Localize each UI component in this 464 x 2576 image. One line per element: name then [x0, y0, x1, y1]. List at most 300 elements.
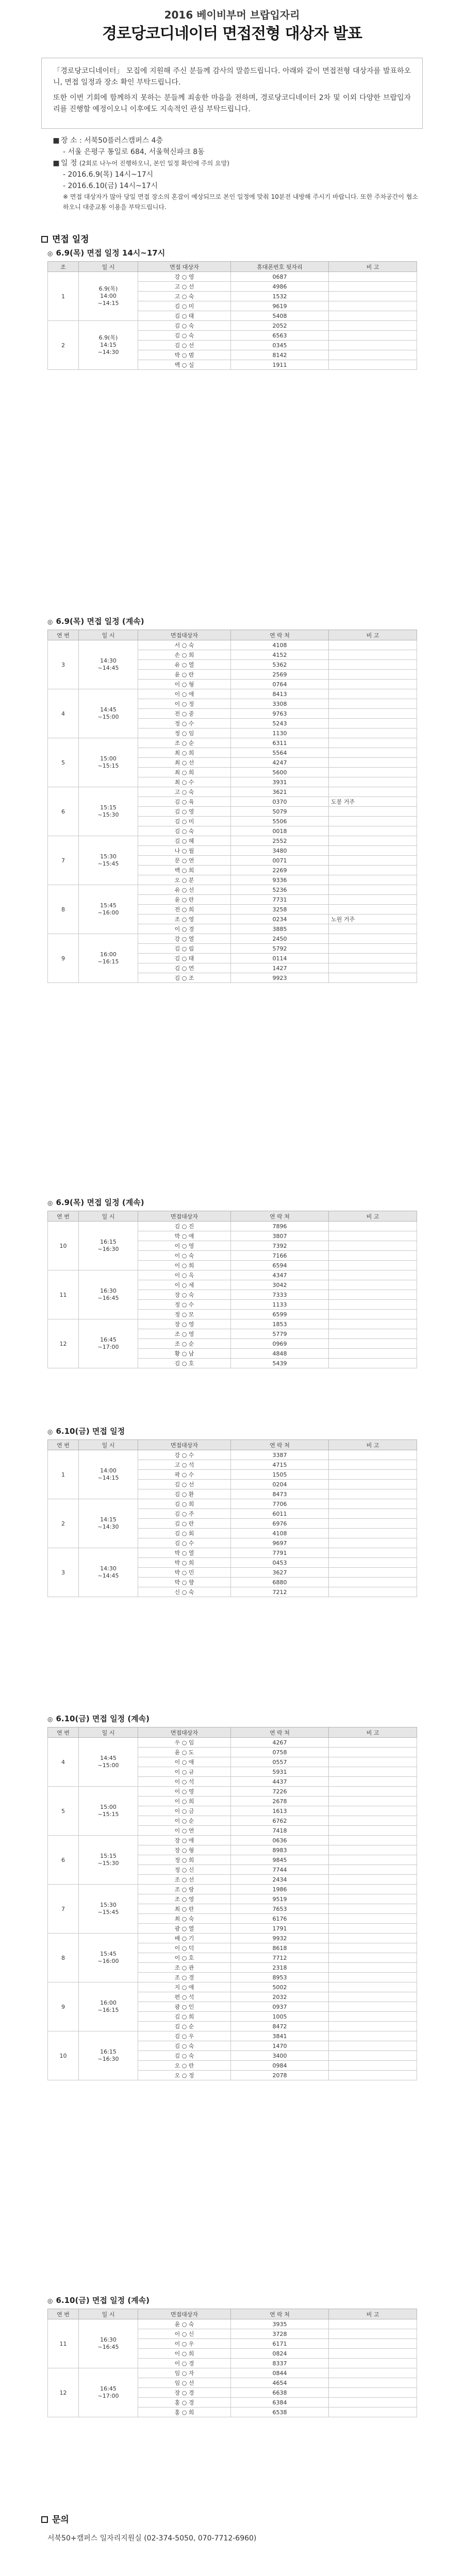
candidate-name: 장 ○ 경	[138, 2388, 231, 2398]
group-time	[79, 738, 138, 787]
column-header: 연 락 처	[231, 1440, 329, 1450]
candidate-name: 이 ○ 경	[138, 924, 231, 934]
remarks	[329, 728, 417, 738]
candidate-name: 이 ○ 석	[138, 1777, 231, 1787]
phone-suffix: 0071	[231, 856, 329, 866]
group-time	[79, 885, 138, 934]
remarks	[329, 1875, 417, 1885]
bullet-icon: ■	[53, 137, 60, 145]
time-line: ~16:45	[97, 2344, 119, 2350]
remarks	[329, 1885, 417, 1894]
column-header: 면접대상자	[138, 630, 231, 640]
group-number: 10	[48, 2031, 79, 2080]
remarks	[329, 826, 417, 836]
candidate-name: 전 ○ 희	[138, 905, 231, 914]
remarks	[329, 846, 417, 856]
phone-suffix: 2318	[231, 1963, 329, 1973]
candidate-name: 장 ○ 영	[138, 1319, 231, 1329]
phone-suffix: 8983	[231, 1845, 329, 1855]
time-line: 14:30	[100, 657, 117, 664]
table-row	[48, 787, 417, 797]
phone-suffix: 4986	[231, 282, 329, 292]
remarks	[329, 2051, 417, 2061]
remarks	[329, 1738, 417, 1748]
candidate-name: 고 ○ 석	[138, 1460, 231, 1470]
remarks	[329, 1767, 417, 1777]
column-header: 연 번	[48, 630, 79, 640]
remarks	[329, 1460, 417, 1470]
candidate-name: 최 ○ 수	[138, 777, 231, 787]
remarks	[329, 1499, 417, 1509]
column-header: 일 시	[79, 1727, 138, 1738]
phone-suffix: 5236	[231, 885, 329, 895]
candidate-name: 우 ○ 임	[138, 1738, 231, 1748]
candidate-name: 이 ○ 옥	[138, 1270, 231, 1280]
phone-suffix: 0984	[231, 2061, 329, 2071]
remarks: 도봉 거주	[329, 797, 417, 807]
remarks	[329, 350, 417, 360]
time-line: 15:30	[100, 1902, 117, 1908]
candidate-name: 이 ○ 우	[138, 2339, 231, 2349]
circle-marker-icon: ◎	[47, 1199, 53, 1207]
time-line: 16:30	[100, 1287, 117, 1294]
group-number: 6	[48, 1836, 79, 1885]
column-header: 비 고	[329, 1727, 417, 1738]
phone-suffix: 9519	[231, 1894, 329, 1904]
phone-suffix: 0636	[231, 1836, 329, 1845]
candidate-name: 정 ○ 수	[138, 719, 231, 728]
phone-suffix: 4437	[231, 1777, 329, 1787]
remarks	[329, 1806, 417, 1816]
phone-suffix: 7333	[231, 1290, 329, 1300]
remarks	[329, 1865, 417, 1875]
group-time	[79, 1270, 138, 1319]
table-row	[48, 836, 417, 846]
group-time	[79, 836, 138, 885]
phone-suffix: 3807	[231, 1231, 329, 1241]
candidate-name: 김 ○ 호	[138, 1359, 231, 1368]
phone-suffix: 6176	[231, 1914, 329, 1924]
remarks	[329, 670, 417, 680]
remarks	[329, 282, 417, 292]
remarks	[329, 866, 417, 875]
remarks	[329, 2022, 417, 2031]
phone-suffix: 4654	[231, 2378, 329, 2388]
phone-suffix: 1005	[231, 2012, 329, 2022]
phone-suffix: 5408	[231, 311, 329, 321]
phone-suffix: 4347	[231, 1270, 329, 1280]
candidate-name: 조 ○ 순	[138, 738, 231, 748]
candidate-name: 지 ○ 애	[138, 1982, 231, 1992]
phone-suffix: 3621	[231, 787, 329, 797]
checkbox-square-icon	[41, 236, 48, 243]
circle-marker-icon: ◎	[47, 2297, 53, 2304]
date-note: (2회로 나누어 진행하오니, 본인 일정 확인에 주의 요망)	[79, 160, 229, 167]
remarks	[329, 640, 417, 650]
phone-suffix: 0844	[231, 2368, 329, 2378]
candidate-name: 윤 ○ 숙	[138, 2319, 231, 2329]
phone-suffix: 9923	[231, 973, 329, 983]
table-row	[48, 1787, 417, 1797]
remarks	[329, 1587, 417, 1597]
time-line: ~14:45	[97, 1572, 119, 1579]
remarks	[329, 2329, 417, 2339]
remarks	[329, 1270, 417, 1280]
time-line: 15:30	[100, 853, 117, 860]
time-line: ~17:00	[97, 1344, 119, 1350]
candidate-name: 유 ○ 열	[138, 660, 231, 670]
table-row	[48, 885, 417, 895]
candidate-name: 고 ○ 숙	[138, 292, 231, 301]
group-time	[79, 640, 138, 689]
remarks	[329, 934, 417, 944]
table-row	[48, 2031, 417, 2041]
remarks	[329, 2388, 417, 2398]
candidate-name: 김 ○ 란	[138, 1519, 231, 1529]
phone-suffix: 4247	[231, 758, 329, 768]
phone-suffix: 3728	[231, 2329, 329, 2339]
remarks	[329, 973, 417, 983]
phone-suffix: 5243	[231, 719, 329, 728]
intro-paragraph-1: 「경로당코디네이터」 모집에 지원해 주신 분들께 감사의 말씀드립니다. 아래와 같이 면접전형 대상자를 발표하오니, 면접 일정과 장소 확인 부탁드립니다.	[53, 67, 411, 87]
candidate-name: 박 ○ 민	[138, 1568, 231, 1578]
time-line: 16:15	[100, 2048, 117, 2055]
time-line: 14:15	[100, 342, 117, 348]
phone-suffix: 6384	[231, 2398, 329, 2408]
time-line: 15:15	[100, 1853, 117, 1859]
phone-suffix: 0687	[231, 272, 329, 282]
phone-suffix: 6538	[231, 2408, 329, 2417]
remarks	[329, 1241, 417, 1251]
column-header: 연 락 처	[231, 2309, 329, 2319]
remarks	[329, 650, 417, 660]
remarks	[329, 301, 417, 311]
candidate-name: 나 ○ 월	[138, 846, 231, 856]
candidate-name: 김 ○ 미	[138, 301, 231, 311]
group-time	[79, 1222, 138, 1270]
remarks	[329, 1757, 417, 1767]
group-number: 10	[48, 1222, 79, 1270]
group-time	[79, 321, 138, 370]
table-title	[47, 616, 144, 626]
candidate-name: 이 ○ 영	[138, 1241, 231, 1251]
time-line: 16:45	[100, 1336, 117, 1343]
remarks	[329, 875, 417, 885]
column-header: 비 고	[329, 1440, 417, 1450]
column-header: 일 시	[79, 1440, 138, 1450]
candidate-name: 이 ○ 애	[138, 1757, 231, 1767]
table-row	[48, 1885, 417, 1894]
group-number: 1	[48, 1450, 79, 1499]
remarks	[329, 1578, 417, 1587]
remarks	[329, 1519, 417, 1529]
section-schedule-heading	[41, 232, 89, 245]
time-line: ~15:00	[97, 1762, 119, 1769]
phone-suffix: 1532	[231, 292, 329, 301]
candidate-name: 백 ○ 희	[138, 866, 231, 875]
remarks	[329, 1953, 417, 1963]
date-1: - 2016.6.9(목) 14시~17시	[63, 171, 154, 179]
section-schedule-label: 면접 일정	[52, 234, 89, 245]
table-row	[48, 1982, 417, 1992]
candidate-name: 조 ○ 선	[138, 1875, 231, 1885]
remarks	[329, 1982, 417, 1992]
remarks	[329, 1963, 417, 1973]
column-header: 일 시	[79, 262, 138, 272]
phone-suffix: 8413	[231, 689, 329, 699]
table-title-text: 6.10(금) 면접 일정 (계속)	[56, 1714, 150, 1723]
time-line: 16:45	[100, 2385, 117, 2392]
remarks	[329, 738, 417, 748]
remarks	[329, 311, 417, 321]
candidate-name: 김 ○ 주	[138, 1509, 231, 1519]
remarks	[329, 331, 417, 341]
phone-suffix: 9932	[231, 1934, 329, 1943]
schedule-table	[47, 1727, 417, 2080]
time-line: ~17:00	[97, 2393, 119, 2399]
remarks	[329, 1529, 417, 1538]
candidate-name: 이 ○ 정	[138, 699, 231, 709]
phone-suffix: 3042	[231, 1280, 329, 1290]
remarks	[329, 1748, 417, 1757]
candidate-name: 조 ○ 영	[138, 1329, 231, 1339]
phone-suffix: 5564	[231, 748, 329, 758]
place-label: 장 소 : 서북50플러스캠퍼스 4층	[61, 137, 163, 145]
candidate-name: 정 ○ 희	[138, 1855, 231, 1865]
column-header: 연 락 처	[231, 630, 329, 640]
group-time	[79, 1738, 138, 1787]
candidate-name: 김 ○ 순	[138, 2022, 231, 2031]
table-row	[48, 2368, 417, 2378]
remarks	[329, 885, 417, 895]
remarks	[329, 1558, 417, 1568]
remarks	[329, 1280, 417, 1290]
candidate-name: 김 ○ 림	[138, 944, 231, 954]
candidate-name: 편 ○ 석	[138, 1992, 231, 2002]
remarks	[329, 699, 417, 709]
column-header: 일 시	[79, 630, 138, 640]
remarks	[329, 1568, 417, 1578]
phone-suffix: 3931	[231, 777, 329, 787]
group-time	[79, 1787, 138, 1836]
table-row	[48, 1836, 417, 1845]
circle-marker-icon: ◎	[47, 250, 53, 257]
time-line: 6.9(목)	[98, 334, 118, 341]
column-header: 연 번	[48, 1440, 79, 1450]
candidate-name: 조 ○ 영	[138, 914, 231, 924]
remarks	[329, 787, 417, 797]
remarks	[329, 2071, 417, 2080]
section-contact-label: 문의	[52, 2515, 69, 2525]
schedule-table	[47, 261, 417, 370]
candidate-name: 이 ○ 희	[138, 1797, 231, 1806]
time-line: 14:15	[100, 1516, 117, 1523]
table-header-row	[48, 1727, 417, 1738]
time-line: ~16:30	[97, 2056, 119, 2062]
candidate-name: 이 ○ 규	[138, 1767, 231, 1777]
group-number: 6	[48, 787, 79, 836]
group-time	[79, 2031, 138, 2080]
time-line: ~14:15	[97, 300, 119, 307]
table-row	[48, 1222, 417, 1231]
column-header: 일 시	[79, 1211, 138, 1222]
phone-suffix: 8337	[231, 2359, 329, 2368]
remarks	[329, 341, 417, 350]
candidate-name: 김 ○ 진	[138, 1222, 231, 1231]
table-row	[48, 1319, 417, 1329]
remarks	[329, 944, 417, 954]
candidate-name: 김 ○ 숙	[138, 2051, 231, 2061]
table-row	[48, 272, 417, 282]
phone-suffix: 1505	[231, 1470, 329, 1480]
candidate-name: 고 ○ 숙	[138, 787, 231, 797]
candidate-name: 이 ○ 호	[138, 1953, 231, 1963]
group-time	[79, 272, 138, 321]
candidate-name: 최 ○ 희	[138, 768, 231, 777]
phone-suffix: 6762	[231, 1816, 329, 1826]
bullet-icon: ■	[53, 159, 60, 167]
column-header: 면접대상자	[138, 1440, 231, 1450]
candidate-name: 곽 ○ 수	[138, 1470, 231, 1480]
time-line: ~15:15	[97, 762, 119, 769]
remarks	[329, 1300, 417, 1310]
candidate-name: 김 ○ 영	[138, 807, 231, 817]
candidate-name: 김 ○ 숙	[138, 321, 231, 331]
phone-suffix: 6976	[231, 1519, 329, 1529]
table-title-text: 6.9(목) 면접 일정 14시~17시	[56, 248, 165, 258]
group-time	[79, 2368, 138, 2417]
column-header: 일 시	[79, 2309, 138, 2319]
candidate-name: 김 ○ 회	[138, 1529, 231, 1538]
phone-suffix: 8473	[231, 1489, 329, 1499]
schedule-table	[47, 1439, 417, 1597]
remarks	[329, 272, 417, 282]
phone-suffix: 6638	[231, 2388, 329, 2398]
table-row	[48, 321, 417, 331]
phone-suffix: 1130	[231, 728, 329, 738]
time-line: ~16:00	[97, 1958, 119, 1964]
table-row	[48, 2319, 417, 2329]
candidate-name: 강 ○ 열	[138, 934, 231, 944]
candidate-name: 오 ○ 정	[138, 2071, 231, 2080]
remarks	[329, 709, 417, 719]
candidate-name: 박 ○ 희	[138, 1558, 231, 1568]
remarks	[329, 1310, 417, 1319]
phone-suffix: 5600	[231, 768, 329, 777]
remarks	[329, 1548, 417, 1558]
phone-suffix: 6594	[231, 1261, 329, 1270]
remarks	[329, 758, 417, 768]
candidate-name: 조 ○ 영	[138, 1894, 231, 1904]
phone-suffix: 1986	[231, 1885, 329, 1894]
remarks	[329, 1836, 417, 1845]
candidate-name: 김 ○ 태	[138, 311, 231, 321]
candidate-name: 문 ○ 연	[138, 856, 231, 866]
phone-suffix: 0824	[231, 2349, 329, 2359]
candidate-name: 강 ○ 수	[138, 1450, 231, 1460]
remarks	[329, 2378, 417, 2388]
phone-suffix: 4715	[231, 1460, 329, 1470]
candidate-name: 박 ○ 향	[138, 1578, 231, 1587]
section-contact-heading	[41, 2512, 69, 2525]
candidate-name: 백 ○ 실	[138, 360, 231, 370]
remarks	[329, 1943, 417, 1953]
phone-suffix: 0345	[231, 341, 329, 350]
candidate-name: 이 ○ 경	[138, 2359, 231, 2368]
phone-suffix: 7653	[231, 1904, 329, 1914]
group-number: 2	[48, 321, 79, 370]
candidate-name: 박 ○ 열	[138, 1548, 231, 1558]
phone-suffix: 0018	[231, 826, 329, 836]
phone-suffix: 3387	[231, 1450, 329, 1460]
candidate-name: 김 ○ 연	[138, 963, 231, 973]
phone-suffix: 6599	[231, 1310, 329, 1319]
phone-suffix: 1613	[231, 1806, 329, 1816]
group-number: 11	[48, 2319, 79, 2368]
group-number: 9	[48, 1982, 79, 2031]
phone-suffix: 7212	[231, 1587, 329, 1597]
remarks	[329, 1787, 417, 1797]
phone-suffix: 6171	[231, 2339, 329, 2349]
contact-text: 서북50+캠퍼스 일자리지원실 (02-374-5050, 070-7712-6960)	[47, 2534, 257, 2543]
phone-suffix: 5362	[231, 660, 329, 670]
remarks: 노원 거주	[329, 914, 417, 924]
candidate-name: 조 ○ 순	[138, 1339, 231, 1349]
remarks	[329, 2319, 417, 2329]
candidate-name: 김 ○ 숙	[138, 826, 231, 836]
column-header: 연 락 처	[231, 1727, 329, 1738]
time-line: ~16:30	[97, 1246, 119, 1252]
date-label: 일 정	[61, 159, 77, 167]
candidate-name: 조 ○ 경	[138, 1973, 231, 1982]
phone-suffix: 9845	[231, 1855, 329, 1865]
phone-suffix: 2678	[231, 1797, 329, 1806]
phone-suffix: 7712	[231, 1953, 329, 1963]
date-row	[52, 158, 423, 169]
time-line: 16:15	[100, 1239, 117, 1245]
group-time	[79, 787, 138, 836]
time-line: 14:45	[100, 1755, 117, 1761]
phone-suffix: 0114	[231, 954, 329, 963]
table-row	[48, 689, 417, 699]
time-line: 15:00	[100, 1804, 117, 1810]
phone-suffix: 1470	[231, 2041, 329, 2051]
group-time	[79, 1982, 138, 2031]
candidate-name: 이 ○ 금	[138, 1806, 231, 1816]
remarks	[329, 1797, 417, 1806]
table-row	[48, 1548, 417, 1558]
candidate-name: 서 ○ 숙	[138, 640, 231, 650]
time-line: ~14:45	[97, 665, 119, 671]
candidate-name: 임 ○ 자	[138, 2368, 231, 2378]
remarks	[329, 777, 417, 787]
candidate-name: 오 ○ 분	[138, 875, 231, 885]
page-title: 경로당코디네이터 면접전형 대상자 발표	[102, 25, 362, 43]
remarks	[329, 1816, 417, 1826]
candidate-name: 김 ○ 육	[138, 797, 231, 807]
candidate-name: 유 ○ 선	[138, 885, 231, 895]
remarks	[329, 1992, 417, 2002]
candidate-name: 김 ○ 숙	[138, 331, 231, 341]
candidate-name: 장 ○ 숙	[138, 1290, 231, 1300]
group-time	[79, 689, 138, 738]
phone-suffix: 5079	[231, 807, 329, 817]
table-row	[48, 1270, 417, 1280]
candidate-name: 조 ○ 랑	[138, 1885, 231, 1894]
intro-box	[41, 58, 423, 129]
column-header: 비 고	[329, 262, 417, 272]
time-line: 16:00	[100, 1999, 117, 2006]
